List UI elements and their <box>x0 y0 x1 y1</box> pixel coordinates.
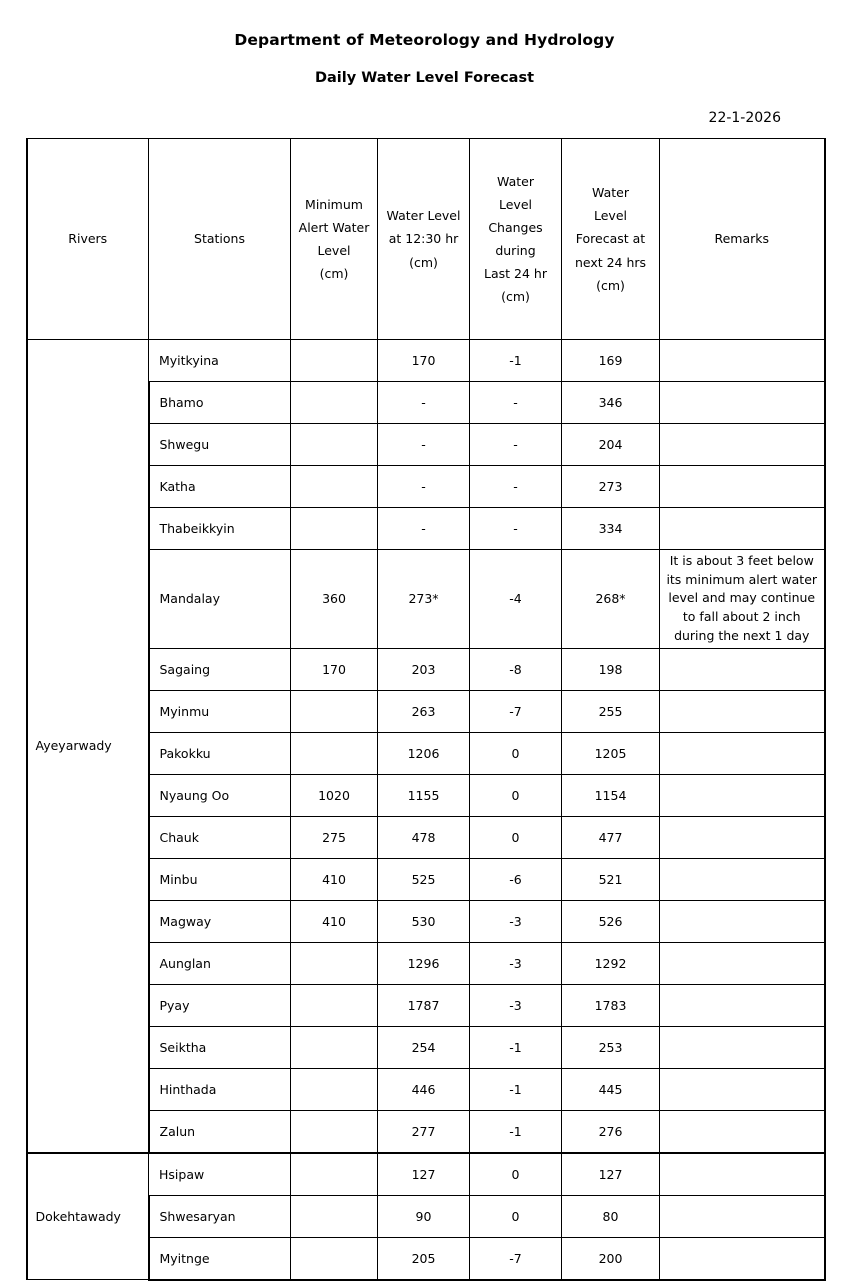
forecast-line-1: Water <box>592 185 629 201</box>
forecast-line-2: Level <box>594 208 627 224</box>
changes-line-6: (cm) <box>501 289 530 305</box>
water-level-change-cell: - <box>470 507 562 549</box>
min-alert-level-cell <box>291 507 378 549</box>
water-level-forecast-cell: 1783 <box>562 984 660 1026</box>
water-level-cell: 273* <box>378 549 470 648</box>
remarks-cell <box>660 1068 825 1110</box>
page-subtitle: Daily Water Level Forecast <box>314 69 535 86</box>
min-alert-level-cell <box>291 1026 378 1068</box>
station-name-cell: Magway <box>149 900 291 942</box>
forecast-line-4: next 24 hrs <box>574 254 647 270</box>
remarks-cell <box>660 774 825 816</box>
min-alert-level-cell: 275 <box>291 816 378 858</box>
changes-line-4: during <box>495 242 536 258</box>
water-level-cell: 254 <box>378 1026 470 1068</box>
table-header-row <box>27 138 825 339</box>
remarks-cell <box>660 381 825 423</box>
water-level-change-cell: -1 <box>470 339 562 381</box>
page-title: Department of Meteorology and Hydrology <box>234 31 615 49</box>
min-alert-level-cell <box>291 1153 378 1196</box>
water-level-forecast-cell: 1292 <box>562 942 660 984</box>
min-alert-line-1: Minimum <box>305 196 363 212</box>
water-level-cell: 1206 <box>378 732 470 774</box>
column-header-stations-label: Stations <box>194 231 245 247</box>
water-level-forecast-cell: 169 <box>562 339 660 381</box>
remarks-cell <box>660 339 825 381</box>
remarks-cell <box>660 816 825 858</box>
water-level-change-cell: -8 <box>470 648 562 690</box>
min-alert-level-cell <box>291 690 378 732</box>
station-name-cell: Seiktha <box>149 1026 291 1068</box>
station-name-cell: Sagaing <box>149 648 291 690</box>
table-header <box>27 138 825 339</box>
remarks-cell <box>660 1026 825 1068</box>
water-level-change-cell: -1 <box>470 1068 562 1110</box>
water-level-change-cell: -4 <box>470 549 562 648</box>
water-level-cell: 478 <box>378 816 470 858</box>
column-header-forecast <box>562 138 660 339</box>
water-level-change-cell: 0 <box>470 732 562 774</box>
water-level-change-cell: -1 <box>470 1110 562 1153</box>
min-alert-level-cell <box>291 732 378 774</box>
water-level-line-2: at 12:30 hr <box>388 231 459 247</box>
changes-line-3: Changes <box>488 219 543 235</box>
water-level-forecast-cell: 1154 <box>562 774 660 816</box>
water-level-change-cell: -7 <box>470 690 562 732</box>
river-name-cell: Dokehtawady <box>27 1153 149 1280</box>
water-level-forecast-cell: 1205 <box>562 732 660 774</box>
min-alert-level-cell <box>291 423 378 465</box>
water-level-cell: 127 <box>378 1153 470 1196</box>
water-level-line-3: (cm) <box>409 254 438 270</box>
station-name-cell: Minbu <box>149 858 291 900</box>
water-level-change-cell: 0 <box>470 774 562 816</box>
report-date: 22-1-2026 <box>708 109 781 126</box>
water-level-forecast-cell: 346 <box>562 381 660 423</box>
water-level-forecast-cell: 268* <box>562 549 660 648</box>
water-level-change-cell: -7 <box>470 1237 562 1280</box>
remarks-cell <box>660 1153 825 1196</box>
water-level-cell: - <box>378 423 470 465</box>
water-level-forecast-cell: 80 <box>562 1195 660 1237</box>
water-level-change-cell: -3 <box>470 984 562 1026</box>
min-alert-level-cell <box>291 381 378 423</box>
table-row <box>27 339 825 381</box>
water-level-cell: 277 <box>378 1110 470 1153</box>
min-alert-level-cell <box>291 1068 378 1110</box>
column-header-remarks-label: Remarks <box>714 231 770 247</box>
water-level-cell: 263 <box>378 690 470 732</box>
water-level-forecast-cell: 253 <box>562 1026 660 1068</box>
station-name-cell: Bhamo <box>149 381 291 423</box>
water-level-cell: 205 <box>378 1237 470 1280</box>
forecast-line-5: (cm) <box>596 277 625 293</box>
remarks-cell <box>660 1237 825 1280</box>
remarks-cell <box>660 858 825 900</box>
water-level-change-cell: -3 <box>470 942 562 984</box>
changes-line-2: Level <box>499 196 532 212</box>
station-name-cell: Aunglan <box>149 942 291 984</box>
water-level-forecast-cell: 198 <box>562 648 660 690</box>
remarks-cell <box>660 1110 825 1153</box>
min-alert-level-cell <box>291 1195 378 1237</box>
column-header-stations <box>149 138 291 339</box>
water-level-cell: 1296 <box>378 942 470 984</box>
water-level-change-cell: 0 <box>470 816 562 858</box>
station-name-cell: Katha <box>149 465 291 507</box>
column-header-rivers <box>27 138 149 339</box>
water-level-forecast-cell: 204 <box>562 423 660 465</box>
water-level-cell: 203 <box>378 648 470 690</box>
station-name-cell: Myitkyina <box>149 339 291 381</box>
min-alert-level-cell <box>291 465 378 507</box>
remarks-cell <box>660 423 825 465</box>
water-level-cell: 170 <box>378 339 470 381</box>
water-level-change-cell: - <box>470 465 562 507</box>
water-level-cell: 90 <box>378 1195 470 1237</box>
min-alert-level-cell <box>291 339 378 381</box>
remarks-cell <box>660 507 825 549</box>
station-name-cell: Thabeikkyin <box>149 507 291 549</box>
river-name-cell: Ayeyarwady <box>27 339 149 1152</box>
remarks-cell: It is about 3 feet below its minimum alert water level and may continue to fall about 2 inch during the next 1 day <box>660 549 825 648</box>
water-level-forecast-cell: 255 <box>562 690 660 732</box>
station-name-cell: Zalun <box>149 1110 291 1153</box>
station-name-cell: Myinmu <box>149 690 291 732</box>
column-header-rivers-label: Rivers <box>68 231 108 247</box>
min-alert-level-cell <box>291 942 378 984</box>
water-level-change-cell: 0 <box>470 1195 562 1237</box>
water-level-cell: - <box>378 465 470 507</box>
station-name-cell: Shwesaryan <box>149 1195 291 1237</box>
min-alert-level-cell: 1020 <box>291 774 378 816</box>
min-alert-level-cell: 170 <box>291 648 378 690</box>
min-alert-level-cell: 410 <box>291 858 378 900</box>
column-header-water-level <box>378 138 470 339</box>
water-level-forecast-cell: 276 <box>562 1110 660 1153</box>
remarks-cell <box>660 900 825 942</box>
water-level-cell: - <box>378 381 470 423</box>
min-alert-level-cell <box>291 984 378 1026</box>
water-level-cell: - <box>378 507 470 549</box>
water-level-change-cell: -6 <box>470 858 562 900</box>
water-level-forecast-cell: 127 <box>562 1153 660 1196</box>
water-level-line-1: Water Level <box>386 208 461 224</box>
remarks-cell <box>660 648 825 690</box>
title-block <box>0 0 849 88</box>
water-level-change-cell: -3 <box>470 900 562 942</box>
water-level-cell: 446 <box>378 1068 470 1110</box>
water-level-cell: 1155 <box>378 774 470 816</box>
water-level-forecast-cell: 521 <box>562 858 660 900</box>
station-name-cell: Myitnge <box>149 1237 291 1280</box>
table-row <box>27 1153 825 1196</box>
min-alert-level-cell: 410 <box>291 900 378 942</box>
station-name-cell: Hinthada <box>149 1068 291 1110</box>
water-level-change-cell: - <box>470 381 562 423</box>
min-alert-line-2: Alert Water <box>298 219 370 235</box>
min-alert-line-3: Level <box>317 242 351 258</box>
water-level-change-cell: - <box>470 423 562 465</box>
water-level-table <box>26 138 826 1281</box>
station-name-cell: Hsipaw <box>149 1153 291 1196</box>
forecast-line-3: Forecast at <box>575 231 646 247</box>
water-level-cell: 530 <box>378 900 470 942</box>
remarks-cell <box>660 942 825 984</box>
min-alert-level-cell <box>291 1237 378 1280</box>
water-level-forecast-cell: 526 <box>562 900 660 942</box>
water-level-forecast-cell: 334 <box>562 507 660 549</box>
water-level-table-wrap <box>26 138 824 1281</box>
station-name-cell: Shwegu <box>149 423 291 465</box>
min-alert-level-cell: 360 <box>291 549 378 648</box>
station-name-cell: Nyaung Oo <box>149 774 291 816</box>
water-level-forecast-cell: 445 <box>562 1068 660 1110</box>
remarks-cell <box>660 1195 825 1237</box>
water-level-cell: 525 <box>378 858 470 900</box>
min-alert-line-4: (cm) <box>319 266 349 282</box>
column-header-min-alert <box>291 138 378 339</box>
water-level-change-cell: -1 <box>470 1026 562 1068</box>
water-level-change-cell: 0 <box>470 1153 562 1196</box>
station-name-cell: Pyay <box>149 984 291 1026</box>
water-level-forecast-cell: 200 <box>562 1237 660 1280</box>
remarks-cell <box>660 732 825 774</box>
water-level-forecast-cell: 273 <box>562 465 660 507</box>
column-header-changes <box>470 138 562 339</box>
station-name-cell: Mandalay <box>149 549 291 648</box>
changes-line-1: Water <box>497 173 534 189</box>
station-name-cell: Chauk <box>149 816 291 858</box>
table-body <box>27 339 825 1279</box>
remarks-cell <box>660 465 825 507</box>
changes-line-5: Last 24 hr <box>484 266 547 282</box>
column-header-remarks <box>660 138 825 339</box>
remarks-cell <box>660 690 825 732</box>
station-name-cell: Pakokku <box>149 732 291 774</box>
water-level-cell: 1787 <box>378 984 470 1026</box>
remarks-cell <box>660 984 825 1026</box>
min-alert-level-cell <box>291 1110 378 1153</box>
water-level-forecast-cell: 477 <box>562 816 660 858</box>
